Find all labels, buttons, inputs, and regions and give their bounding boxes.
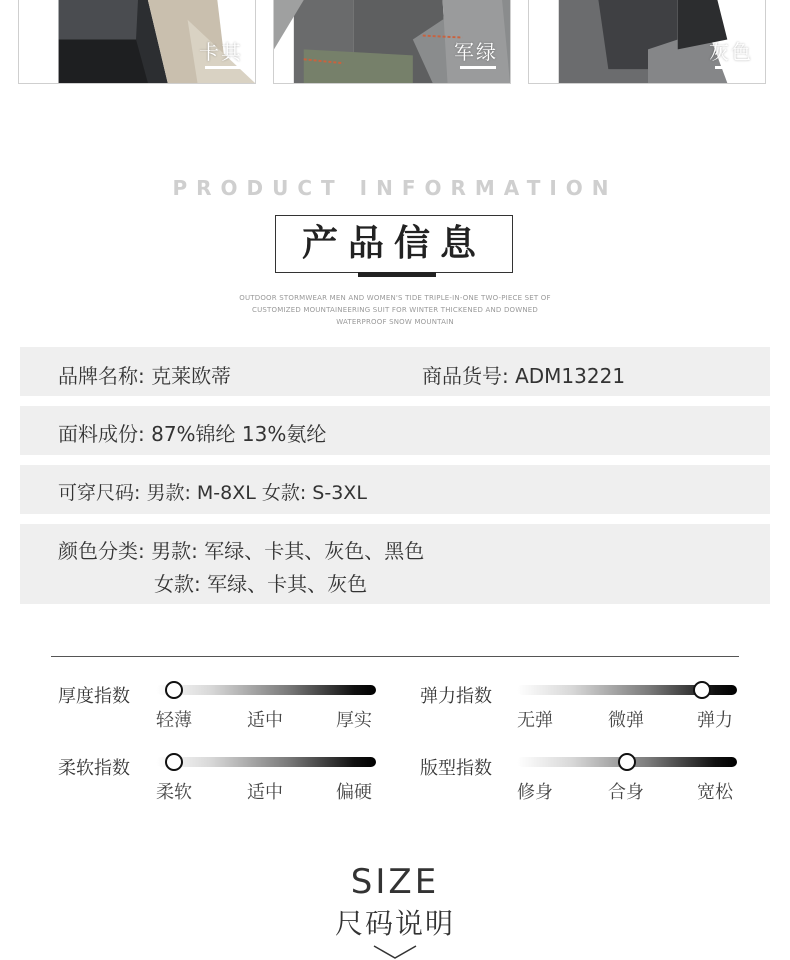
index-tick-label: 宽松	[697, 782, 733, 803]
index-title: 厚度指数	[58, 686, 130, 707]
title-accent-bar	[358, 272, 436, 277]
index-slider-track	[517, 757, 737, 767]
index-slider-knob	[165, 681, 183, 699]
product-information-heading: PRODUCT INFORMATION	[172, 176, 618, 200]
swatch-underline	[205, 66, 241, 69]
index-tick-label: 适中	[247, 782, 283, 803]
index-tick-label: 轻薄	[156, 710, 192, 731]
swatch-gray[interactable]	[528, 0, 766, 84]
product-tagline: OUTDOOR STORMWEAR MEN AND WOMEN'S TIDE TRIPLE-IN-ONE TWO-PIECE SET OF CUSTOMIZED MOUNTAINEERING SUIT FOR WINTER THICKENED AND DOWNED WATERPROOF SNOW MOUNTAIN	[239, 294, 551, 326]
index-title: 弹力指数	[420, 686, 492, 707]
product-info-title: 产品信息	[301, 223, 486, 264]
chevron-down-icon	[372, 944, 418, 960]
index-tick-label: 修身	[517, 782, 553, 803]
color-options-men: 颜色分类: 男款: 军绿、卡其、灰色、黑色	[58, 539, 425, 563]
info-row-brand	[20, 347, 770, 396]
swatch-label: 卡其	[199, 40, 243, 64]
item-number: 商品货号: ADM13221	[422, 364, 626, 388]
swatch-underline	[715, 66, 751, 69]
index-title: 柔软指数	[58, 758, 130, 779]
index-tick-label: 厚实	[336, 710, 372, 731]
product-info-title-box	[275, 215, 513, 273]
index-slider-knob	[693, 681, 711, 699]
info-row-fabric	[20, 406, 770, 455]
section-divider	[51, 656, 739, 657]
swatch-underline	[460, 66, 496, 69]
index-slider-track	[156, 757, 376, 767]
index-tick-label: 合身	[608, 782, 644, 803]
size-subheading: 尺码说明	[334, 907, 455, 940]
index-tick-label: 适中	[247, 710, 283, 731]
index-slider-knob	[165, 753, 183, 771]
fabric-composition: 面料成份: 87%锦纶 13%氨纶	[58, 422, 327, 446]
index-tick-label: 偏硬	[336, 782, 372, 803]
swatch-label: 灰色	[709, 40, 753, 64]
index-tick-label: 无弹	[517, 710, 553, 731]
info-row-sizes	[20, 465, 770, 514]
index-title: 版型指数	[420, 758, 492, 779]
index-tick-label: 微弹	[608, 710, 644, 731]
swatch-label: 军绿	[454, 40, 498, 64]
index-slider-track	[156, 685, 376, 695]
brand-name: 品牌名称: 克莱欧蒂	[58, 364, 232, 388]
color-options-women: 女款: 军绿、卡其、灰色	[154, 572, 368, 596]
swatch-army-green[interactable]	[273, 0, 511, 84]
swatch-khaki[interactable]	[18, 0, 256, 84]
info-row-colors	[20, 524, 770, 604]
index-tick-label: 柔软	[156, 782, 192, 803]
size-heading: SIZE	[350, 862, 440, 902]
index-slider-track	[517, 685, 737, 695]
index-tick-label: 弹力	[697, 710, 733, 731]
available-sizes: 可穿尺码: 男款: M-8XL 女款: S-3XL	[58, 482, 367, 504]
index-slider-knob	[618, 753, 636, 771]
